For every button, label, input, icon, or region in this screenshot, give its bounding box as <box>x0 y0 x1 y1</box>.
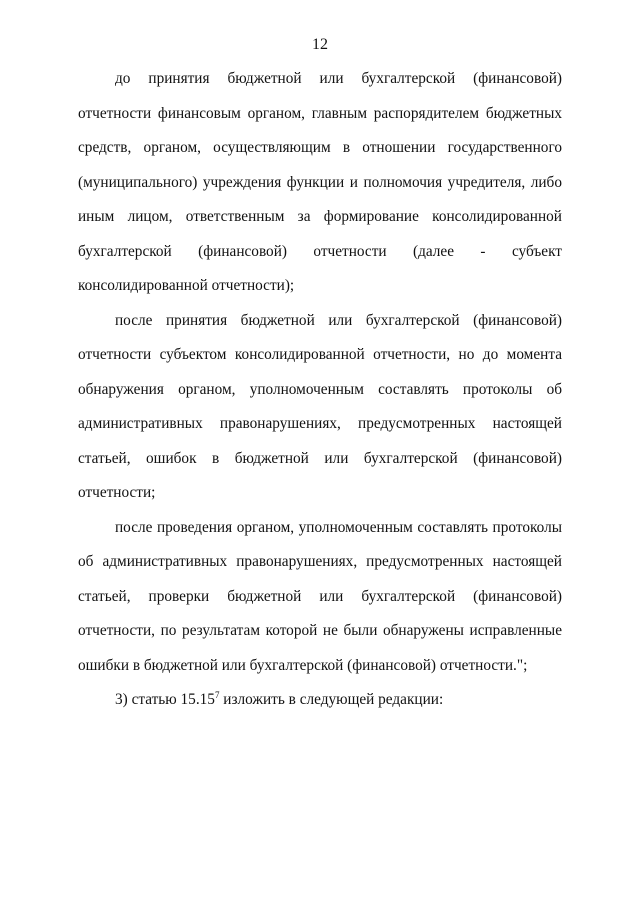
amendment-prefix: 3) статью 15.15 <box>115 691 215 708</box>
amendment-suffix: изложить в следующей редакции: <box>219 691 444 708</box>
paragraph-before-acceptance: до принятия бюджетной или бухгалтерской (финансовой) отчетности финансовым органом, главным распорядителем бюджетных средств, органом, осуществляющим в отношении государственного (муниципального) учреждения функции и полномочия учредителя, либо иным лицом, ответственным за формирование консолидированной бухгалтерской (финансовой) отчетности (далее - субъект консолидированной отчетности); <box>78 70 562 294</box>
article-superscript: 7 <box>214 689 220 700</box>
document-body <box>78 62 562 718</box>
paragraph-article-amendment <box>78 683 562 718</box>
paragraph-after-acceptance: после принятия бюджетной или бухгалтерской (финансовой) отчетности субъектом консолидированной отчетности, но до момента обнаружения органом, уполномоченным составлять протоколы об административных правонарушениях, предусмотренных настоящей статьей, ошибок в бюджетной или бухгалтерской (финансовой) отчетности; <box>78 311 562 501</box>
paragraph-after-inspection: после проведения органом, уполномоченным составлять протоколы об административных правонарушениях, предусмотренных настоящей статьей, проверки бюджетной или бухгалтерской (финансовой) отчетности, по результатам которой не были обнаружены исправленные ошибки в бюджетной или бухгалтерской (финансовой) отчетности."; <box>78 518 562 674</box>
page-number: 12 <box>312 36 328 53</box>
